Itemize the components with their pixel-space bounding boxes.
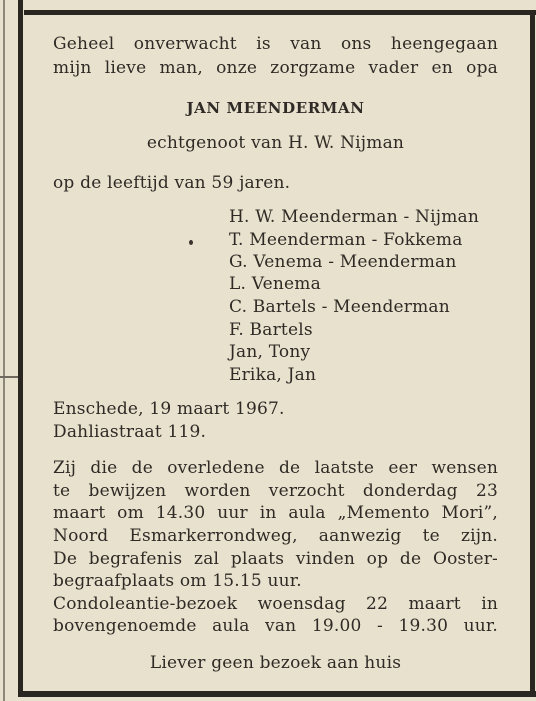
page-edge-tick <box>0 376 18 378</box>
relative-5: C. Bartels - Meenderman <box>229 297 450 317</box>
relative-2: T. Meenderman - Fokkema <box>229 230 463 250</box>
intro-line-1: Geheel onverwacht is van ons heengegaan <box>53 34 498 54</box>
relative-3: G. Venema - Meenderman <box>229 252 457 272</box>
funeral-line-6: begraafplaats om 15.15 uur. <box>53 571 302 591</box>
relative-4: L. Venema <box>229 274 321 294</box>
funeral-line-8: bovengenoemde aula van 19.00 - 19.30 uur. <box>53 616 498 636</box>
address: Dahliastraat 119. <box>53 422 207 442</box>
left-border <box>18 0 23 697</box>
deceased-name: JAN MEENDERMAN <box>186 99 365 117</box>
funeral-line-4: Noord Esmarkerrondweg, aanwezig te zijn. <box>53 526 498 546</box>
relative-7: Jan, Tony <box>229 342 311 362</box>
print-speck <box>189 240 193 245</box>
place-date: Enschede, 19 maart 1967. <box>53 399 285 419</box>
relative-8: Erika, Jan <box>229 365 317 385</box>
funeral-line-2: te bewijzen worden verzocht donderdag 23 <box>53 481 498 501</box>
funeral-line-3: maart om 14.30 uur in aula „Memento Mori”, <box>53 503 498 523</box>
spouse-line: echtgenoot van H. W. Nijman <box>146 133 405 153</box>
right-border <box>530 10 535 697</box>
top-border <box>24 10 536 15</box>
bottom-border <box>18 691 536 697</box>
closing-line: Liever geen bezoek aan huis <box>149 653 402 673</box>
age-line: op de leeftijd van 59 jaren. <box>53 173 291 193</box>
funeral-line-1: Zij die de overledene de laatste eer wensen <box>53 458 498 478</box>
intro-line-2: mijn lieve man, onze zorgzame vader en opa <box>53 58 498 78</box>
page-edge-line <box>3 0 5 701</box>
funeral-line-7: Condoleantie-bezoek woensdag 22 maart in <box>53 594 498 614</box>
relative-1: H. W. Meenderman - Nijman <box>229 207 480 227</box>
funeral-line-5: De begrafenis zal plaats vinden op de Ooster- <box>53 549 498 569</box>
relative-6: F. Bartels <box>229 320 313 340</box>
